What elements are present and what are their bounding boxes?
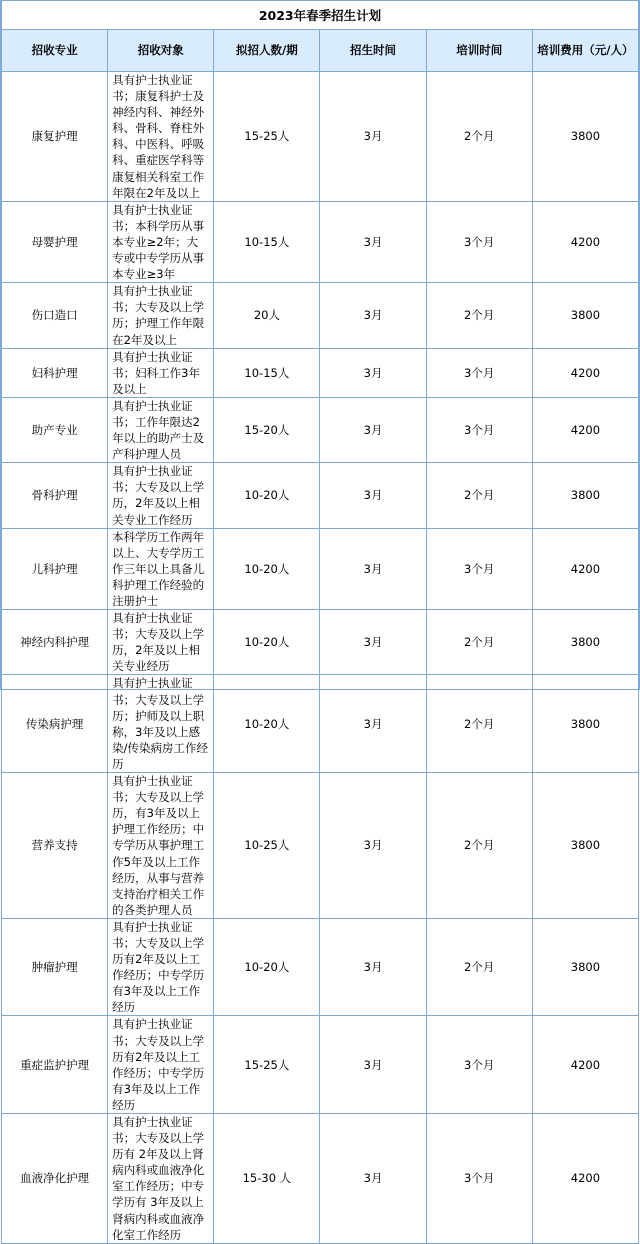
cell-time: 3月 (320, 463, 426, 528)
cell-count: 10-20人 (214, 528, 320, 609)
table-row (2, 348, 639, 397)
cell-target: 具有护士执业证书；大专及以上学历，2年及以上相关专业经历 (108, 610, 214, 675)
cell-major: 骨科护理 (2, 463, 108, 528)
cell-fee: 3800 (532, 463, 638, 528)
cell-count: 10-15人 (214, 348, 320, 397)
cell-target: 具有护士执业证书；大专及以上学历有2年及以上工作经历；中专学历有3年及以上工作经历 (108, 1016, 214, 1114)
cell-target: 具有护士执业证书；康复科护士及神经内科、神经外科、骨科、脊柱外科、中医科、呼吸科、重症医学科等康复相关科室工作年限在2年及以上 (108, 72, 214, 202)
cell-fee: 3800 (532, 283, 638, 348)
cell-major: 传染病护理 (2, 675, 108, 773)
header-row (2, 30, 639, 72)
table-title-row (2, 1, 639, 30)
cell-major: 神经内科护理 (2, 610, 108, 675)
cell-major: 母婴护理 (2, 201, 108, 282)
cell-fee: 4200 (532, 348, 638, 397)
cell-target: 具有护士执业证书；大专及以上学历有2年及以上工作经历；中专学历有3年及以上工作经历 (108, 918, 214, 1016)
cell-count: 15-25人 (214, 72, 320, 202)
cell-duration: 2个月 (426, 283, 532, 348)
cell-duration: 3个月 (426, 201, 532, 282)
cell-duration: 3个月 (426, 397, 532, 462)
cell-major: 肿瘤护理 (2, 918, 108, 1016)
cell-duration: 3个月 (426, 1016, 532, 1114)
table-row (2, 1016, 639, 1114)
cell-target: 具有护士执业证书；妇科工作3年及以上 (108, 348, 214, 397)
cell-target: 具有护士执业证书；大专及以上学历；护师及以上职称，3年及以上感染/传染病房工作经历 (108, 675, 214, 773)
cell-time: 3月 (320, 773, 426, 919)
header-target: 招收对象 (108, 30, 214, 72)
cell-count: 20人 (214, 283, 320, 348)
table-row (2, 72, 639, 202)
cell-duration: 2个月 (426, 918, 532, 1016)
header-time: 招生时间 (320, 30, 426, 72)
cell-duration: 3个月 (426, 528, 532, 609)
cell-target: 具有护士执业证书；大专及以上学历，有3年及以上护理工作经历；中专学历从事护理工作5年及以上工作经历，从事与营养支持治疗相关工作的各类护理人员 (108, 773, 214, 919)
cell-count: 10-20人 (214, 675, 320, 773)
cell-time: 3月 (320, 348, 426, 397)
table-row (2, 397, 639, 462)
header-duration: 培训时间 (426, 30, 532, 72)
cell-time: 3月 (320, 1016, 426, 1114)
cell-duration: 3个月 (426, 1114, 532, 1244)
cell-time: 3月 (320, 397, 426, 462)
cell-count: 15-20人 (214, 397, 320, 462)
cell-time: 3月 (320, 918, 426, 1016)
cell-count: 10-20人 (214, 463, 320, 528)
cell-fee: 3800 (532, 918, 638, 1016)
cell-major: 重症监护护理 (2, 1016, 108, 1114)
enrollment-table (1, 1, 639, 1244)
table-row (2, 463, 639, 528)
cell-fee: 3800 (532, 773, 638, 919)
cell-duration: 2个月 (426, 773, 532, 919)
cell-time: 3月 (320, 72, 426, 202)
cell-time: 3月 (320, 610, 426, 675)
cell-count: 15-25人 (214, 1016, 320, 1114)
table-row (2, 283, 639, 348)
cell-fee: 4200 (532, 397, 638, 462)
cell-fee: 4200 (532, 528, 638, 609)
cell-target: 本科学历工作两年以上、大专学历工作三年以上具备儿科护理工作经验的注册护士 (108, 528, 214, 609)
cell-duration: 3个月 (426, 348, 532, 397)
cell-major: 助产专业 (2, 397, 108, 462)
cell-major: 营养支持 (2, 773, 108, 919)
cell-fee: 4200 (532, 1114, 638, 1244)
cell-count: 10-20人 (214, 610, 320, 675)
cell-fee: 4200 (532, 1016, 638, 1114)
table-row (2, 773, 639, 919)
table-row (2, 201, 639, 282)
cell-major: 伤口造口 (2, 283, 108, 348)
cell-count: 10-25人 (214, 773, 320, 919)
header-fee: 培训费用（元/人） (532, 30, 638, 72)
cell-target: 具有护士执业证书；大专及以上学历；护理工作年限在2年及以上 (108, 283, 214, 348)
cell-duration: 2个月 (426, 610, 532, 675)
cell-major: 康复护理 (2, 72, 108, 202)
header-major: 招收专业 (2, 30, 108, 72)
cell-major: 儿科护理 (2, 528, 108, 609)
cell-fee: 4200 (532, 201, 638, 282)
cell-duration: 2个月 (426, 463, 532, 528)
table-row (2, 1114, 639, 1244)
header-count: 拟招人数/期 (214, 30, 320, 72)
cell-time: 3月 (320, 675, 426, 773)
cell-fee: 3800 (532, 675, 638, 773)
cell-duration: 2个月 (426, 675, 532, 773)
cell-target: 具有护士执业证书；大专及以上学历有 2年及以上肾病内科或血液净化室工作经历；中专学历有 3年及以上肾病内科或血液净化室工作经历 (108, 1114, 214, 1244)
cell-fee: 3800 (532, 72, 638, 202)
cell-target: 具有护士执业证书；本科学历从事本专业≥2年；大专或中专学历从事本专业≥3年 (108, 201, 214, 282)
cell-major: 妇科护理 (2, 348, 108, 397)
cell-count: 10-20人 (214, 918, 320, 1016)
cell-target: 具有护士执业证书；大专及以上学历，2年及以上相关专业工作经历 (108, 463, 214, 528)
cell-time: 3月 (320, 1114, 426, 1244)
cell-duration: 2个月 (426, 72, 532, 202)
cell-count: 10-15人 (214, 201, 320, 282)
table-title: 2023年春季招生计划 (2, 1, 639, 30)
cell-target: 具有护士执业证书；工作年限达2年以上的助产士及产科护理人员 (108, 397, 214, 462)
cell-count: 15-30 人 (214, 1114, 320, 1244)
table-row (2, 528, 639, 609)
cell-time: 3月 (320, 283, 426, 348)
cell-major: 血液净化护理 (2, 1114, 108, 1244)
cell-time: 3月 (320, 528, 426, 609)
cell-time: 3月 (320, 201, 426, 282)
table-row (2, 918, 639, 1016)
cell-fee: 3800 (532, 610, 638, 675)
table-row (2, 610, 639, 675)
